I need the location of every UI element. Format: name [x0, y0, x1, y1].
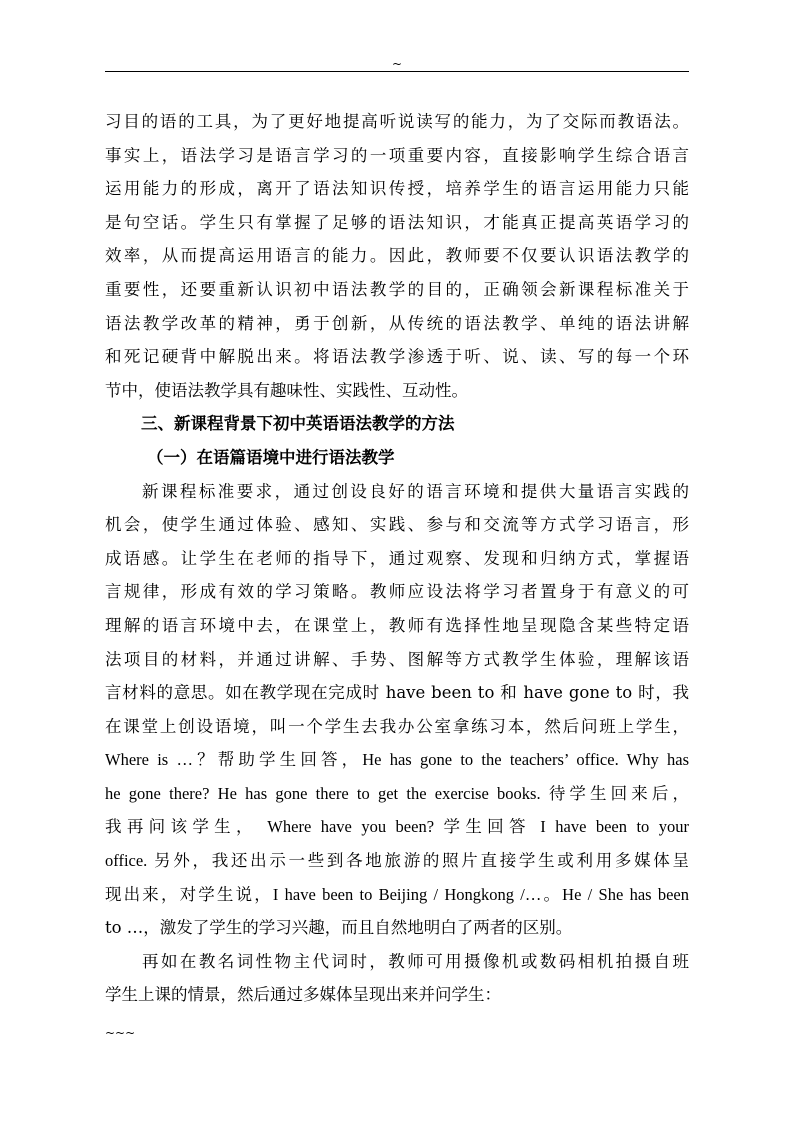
paragraph-line: he gone there? He has gone there to get the exercise books. 待学生回来后，	[105, 783, 689, 803]
paragraph-line: office. 另外，我还出示一些到各地旅游的照片直接学生或利用多媒体呈	[105, 851, 689, 871]
paragraph-line: 节中，使语法教学具有趣味性、实践性、互动性。	[105, 380, 468, 400]
paragraph-line: 和死记硬背中解脱出来。将语法教学渗透于听、说、读、写的每一个环	[105, 347, 689, 367]
paragraph-line: 新课程标准要求，通过创设良好的语言环境和提供大量语言实践的	[142, 481, 689, 501]
paragraph-line: 是句空话。学生只有掌握了足够的语法知识，才能真正提高英语学习的	[105, 212, 689, 232]
page-footer-mark: ~~~	[105, 1026, 136, 1040]
paragraph-line: 事实上，语法学习是语言学习的一项重要内容，直接影响学生综合语言	[105, 145, 689, 165]
paragraph-line: Where is …？帮助学生回答，He has gone to the teachers’ office. Why has	[105, 750, 689, 770]
paragraph-line: 在课堂上创设语境，叫一个学生去我办公室拿练习本，然后问班上学生，	[105, 716, 689, 736]
paragraph-line: 言规律，形成有效的学习策略。教师应设法将学习者置身于有意义的可	[105, 582, 689, 602]
paragraph-line: 言材料的意思。如在教学现在完成时 have been to 和 have gone to 时，我	[105, 683, 689, 703]
paragraph-line: to …，激发了学生的学习兴趣，而且自然地明白了两者的区别。	[105, 918, 573, 938]
page-header-mark: ~	[391, 57, 403, 71]
paragraph-line: 效率，从而提高运用语言的能力。因此，教师要不仅要认识语法教学的	[105, 246, 689, 266]
paragraph-line: 习目的语的工具，为了更好地提高听说读写的能力，为了交际而教语法。	[105, 112, 689, 131]
paragraph-line: 法项目的材料，并通过讲解、手势、图解等方式教学生体验，理解该语	[105, 649, 689, 669]
paragraph-line: 现出来，对学生说，I have been to Beijing / Hongkong /…。He / She has been	[105, 884, 689, 904]
section-heading: 三、新课程背景下初中英语语法教学的方法	[141, 414, 455, 434]
paragraph-line: 成语感。让学生在老师的指导下，通过观察、发现和归纳方式，掌握语	[105, 548, 689, 568]
subsection-heading: （一）在语篇语境中进行语法教学	[147, 447, 395, 467]
paragraph-line: 再如在教名词性物主代词时，教师可用摄像机或数码相机拍摄自班	[142, 951, 689, 971]
paragraph-line: 机会，使学生通过体验、感知、实践、参与和交流等方式学习语言，形	[105, 515, 689, 535]
paragraph-line: 我再问该学生， Where have you been? 学生回答 I have been to your	[105, 817, 689, 837]
paragraph-line: 学生上课的情景，然后通过多媒体呈现出来并问学生：	[105, 985, 501, 1005]
paragraph-line: 语法教学改革的精神，勇于创新，从传统的语法教学、单纯的语法讲解	[105, 313, 689, 333]
paragraph-line: 理解的语言环境中去，在课堂上，教师有选择性地呈现隐含某些特定语	[105, 615, 689, 635]
paragraph-line: 重要性，还要重新认识初中语法教学的目的，正确领会新课程标准关于	[105, 279, 689, 299]
paragraph-line: 运用能力的形成，离开了语法知识传授，培养学生的语言运用能力只能	[105, 179, 689, 199]
document-body	[105, 105, 689, 1012]
header-divider	[105, 71, 689, 72]
